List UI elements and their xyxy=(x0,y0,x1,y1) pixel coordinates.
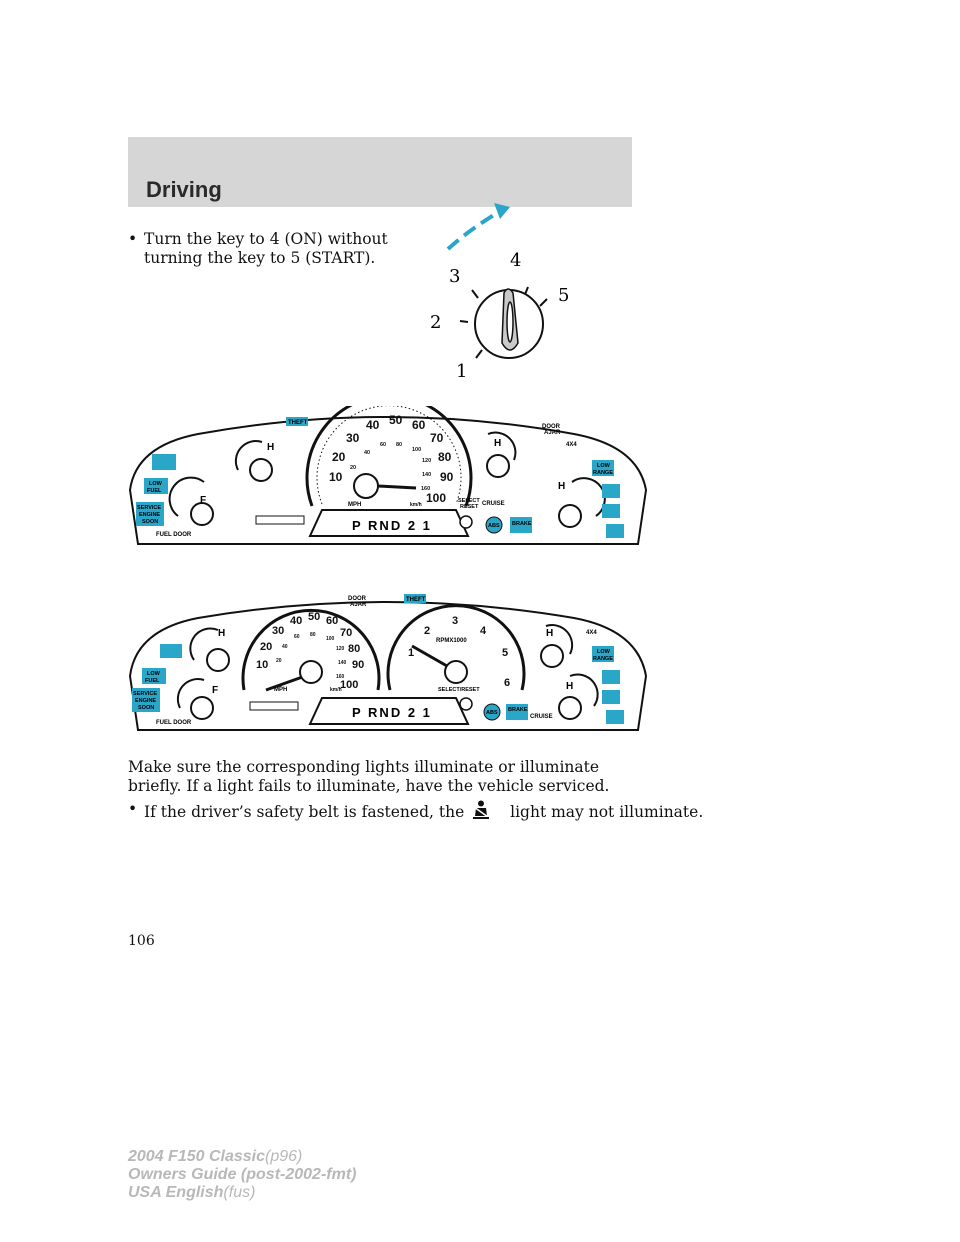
mph-tick: 60 xyxy=(412,418,426,432)
rpm-tick: 3 xyxy=(452,615,459,627)
rpm-tick: 5 xyxy=(502,647,509,659)
kmh-tick: 100 xyxy=(326,636,335,642)
select-reset-label: SELECT/RESET xyxy=(438,687,480,693)
bullet-dot: • xyxy=(128,230,138,248)
mph-tick: 50 xyxy=(389,413,403,427)
temp-gauge-h: H xyxy=(566,681,574,692)
kmh-tick: 40 xyxy=(364,450,371,456)
bullet-line-2: turning the key to 5 (START). xyxy=(144,249,376,267)
ignition-key-diagram xyxy=(410,195,610,390)
instrument-cluster-1 xyxy=(126,406,650,554)
mph-tick: 70 xyxy=(430,431,444,445)
mph-label: MPH xyxy=(274,687,288,693)
cruise-label: CRUISE xyxy=(530,714,553,720)
rpm-tick: 4 xyxy=(480,625,487,637)
mph-tick: 10 xyxy=(256,659,269,671)
bullet-line-1: Turn the key to 4 (ON) without xyxy=(144,230,388,248)
temp-gauge-h: H xyxy=(558,481,566,492)
low-range-line1: LOW xyxy=(597,649,610,655)
low-range-line2: RANGE xyxy=(593,470,613,476)
door-ajar-line1: DOOR xyxy=(348,596,366,602)
fuel-door-label: FUEL DOOR xyxy=(156,720,192,726)
ignition-label-3: 3 xyxy=(449,266,461,287)
mph-tick: 90 xyxy=(440,470,454,484)
door-ajar-line2: AJAR xyxy=(544,430,561,436)
door-ajar-line2: AJAR xyxy=(350,602,367,608)
service-line2: ENGINE xyxy=(139,512,161,518)
mph-tick: 80 xyxy=(348,643,361,655)
kmh-tick: 160 xyxy=(336,674,345,680)
kmh-tick: 80 xyxy=(310,632,316,638)
bullet-dot: • xyxy=(128,800,138,818)
mph-tick: 10 xyxy=(329,470,343,484)
safety-belt-text-before: If the driver’s safety belt is fastened, the xyxy=(144,803,465,821)
kmh-tick: 100 xyxy=(412,447,422,453)
low-fuel-line1: LOW xyxy=(149,481,162,487)
mph-tick: 70 xyxy=(340,627,353,639)
ignition-label-5: 5 xyxy=(558,285,570,306)
door-ajar-line1: DOOR xyxy=(542,424,560,430)
footer-model-code: (p96) xyxy=(265,1148,303,1165)
kmh-tick: 140 xyxy=(338,660,347,666)
mph-tick: 30 xyxy=(272,625,285,637)
seatbelt-icon xyxy=(469,800,493,820)
service-line3: SOON xyxy=(138,705,155,711)
rpm-label: RPMX1000 xyxy=(436,638,467,644)
mph-tick: 40 xyxy=(366,418,380,432)
kmh-label: km/h xyxy=(330,687,342,693)
mph-tick: 100 xyxy=(426,491,447,505)
volt-gauge-h: H xyxy=(546,628,554,639)
kmh-tick: 120 xyxy=(336,646,345,652)
mph-tick: 60 xyxy=(326,615,339,627)
low-fuel-line2: FUEL xyxy=(147,488,162,494)
oil-gauge-h: H xyxy=(267,442,275,453)
mph-tick: 80 xyxy=(438,450,452,464)
kmh-tick: 140 xyxy=(422,472,432,478)
mph-tick: 100 xyxy=(340,679,359,691)
cruise-label: CRUISE xyxy=(482,501,505,507)
service-line3: SOON xyxy=(142,519,159,525)
brake-indicator: BRAKE xyxy=(508,707,528,713)
prndl-indicator: P RND 2 1 xyxy=(352,518,432,533)
brake-indicator: BRAKE xyxy=(512,521,532,527)
page-number: 106 xyxy=(128,933,155,949)
fourx4-label: 4X4 xyxy=(566,442,577,448)
ignition-label-1: 1 xyxy=(456,361,468,382)
instrument-cluster-2 xyxy=(126,590,650,740)
fuel-door-label: FUEL DOOR xyxy=(156,532,192,538)
footer-language: USA English xyxy=(128,1184,224,1201)
rpm-tick: 6 xyxy=(504,677,511,689)
service-line1: SERVICE xyxy=(137,505,162,511)
kmh-tick: 60 xyxy=(380,442,387,448)
prndl-indicator: P RND 2 1 xyxy=(352,705,432,720)
kmh-tick: 60 xyxy=(294,634,300,640)
mph-tick: 20 xyxy=(332,450,346,464)
low-range-line2: RANGE xyxy=(593,656,613,662)
kmh-tick: 80 xyxy=(396,442,403,448)
mph-tick: 50 xyxy=(308,611,321,623)
select-line1: SELECT xyxy=(458,498,480,504)
service-line2: ENGINE xyxy=(135,698,157,704)
mph-tick: 20 xyxy=(260,641,273,653)
kmh-tick: 20 xyxy=(350,465,357,471)
kmh-tick: 160 xyxy=(421,486,431,492)
fuel-gauge-f: F xyxy=(212,685,219,696)
low-fuel-line1: LOW xyxy=(147,671,160,677)
theft-indicator: THEFT xyxy=(406,597,426,603)
service-line1: SERVICE xyxy=(133,691,158,697)
rpm-tick: 1 xyxy=(408,647,415,659)
rpm-tick: 2 xyxy=(424,625,431,637)
safety-belt-text-after: light may not illuminate. xyxy=(510,803,704,821)
fuel-gauge-f: F xyxy=(200,495,207,506)
mph-tick: 90 xyxy=(352,659,365,671)
ignition-label-2: 2 xyxy=(430,312,442,333)
footer-model: 2004 F150 Classic xyxy=(128,1148,265,1165)
volt-gauge-h: H xyxy=(494,438,502,449)
footer-guide: Owners Guide (post-2002-fmt) xyxy=(128,1166,357,1183)
ignition-label-4: 4 xyxy=(510,250,522,271)
section-title: Driving xyxy=(146,177,222,202)
select-line2: RESET xyxy=(460,504,479,510)
mph-tick: 30 xyxy=(346,431,360,445)
body-paragraph: Make sure the corresponding lights illuminate or illuminate briefly. If a light fails to illuminate, have the vehicle serviced. xyxy=(128,758,610,795)
abs-indicator: ABS xyxy=(488,523,500,529)
document-footer xyxy=(128,1148,356,1202)
theft-indicator: THEFT xyxy=(288,420,308,426)
kmh-tick: 20 xyxy=(276,658,282,664)
oil-gauge-h: H xyxy=(218,628,226,639)
footer-language-code: (fus) xyxy=(223,1184,256,1201)
kmh-label: km/h xyxy=(410,502,422,508)
mph-tick: 40 xyxy=(290,615,303,627)
low-range-line1: LOW xyxy=(597,463,610,469)
low-fuel-line2: FUEL xyxy=(145,678,160,684)
abs-indicator: ABS xyxy=(486,710,498,716)
mph-label: MPH xyxy=(348,502,362,508)
kmh-tick: 120 xyxy=(422,458,432,464)
kmh-tick: 40 xyxy=(282,644,288,650)
safety-belt-line xyxy=(144,800,703,822)
fourx4-label: 4X4 xyxy=(586,630,597,636)
